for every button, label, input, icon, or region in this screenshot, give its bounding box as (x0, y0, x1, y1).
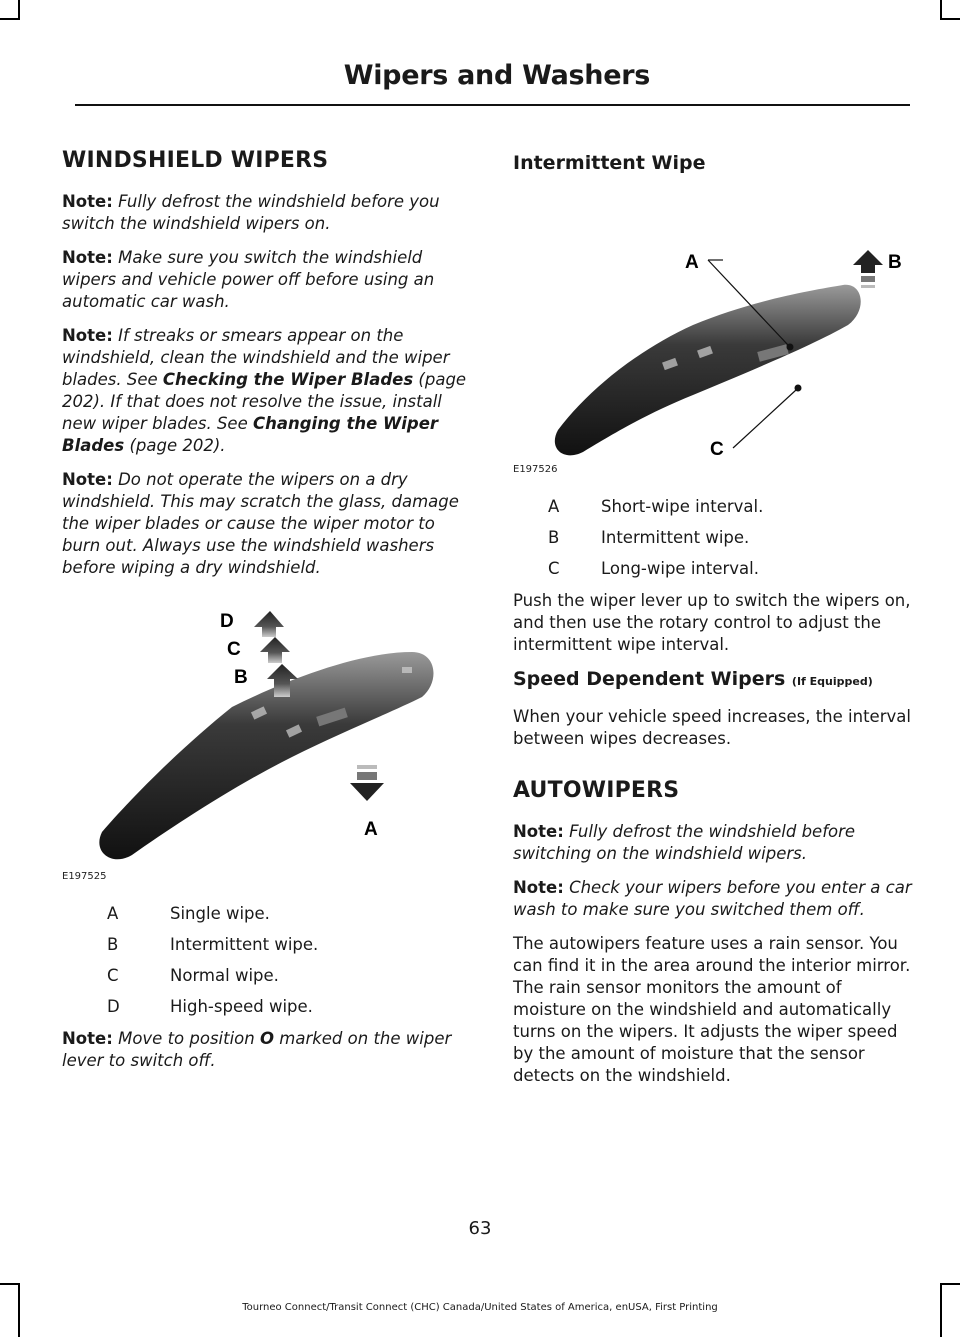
callout-a: A (685, 252, 699, 273)
note-paragraph-off-position (62, 1028, 467, 1072)
callout-b: B (234, 667, 248, 688)
legend-text: Single wipe. (170, 904, 270, 923)
note-label: Note: (513, 878, 564, 897)
legend-text: Intermittent wipe. (170, 935, 319, 954)
section-heading-autowipers: AUTOWIPERS (513, 778, 680, 803)
note-text: Fully defrost the windshield before switching on the windshield wipers. (513, 822, 856, 863)
arrow-a-icon (350, 765, 384, 801)
legend-row (107, 997, 467, 1017)
legend-text: Normal wipe. (170, 966, 279, 985)
note-text: Fully defrost the windshield before you switch the windshield wipers on. (62, 192, 440, 233)
callout-a: A (364, 819, 378, 840)
callout-c: C (710, 439, 724, 460)
legend-key: C (548, 559, 560, 578)
note-paragraph (62, 191, 467, 235)
right-column (513, 140, 913, 1099)
note-paragraph (513, 877, 913, 921)
legend-key: B (548, 528, 560, 547)
note-label: Note: (62, 192, 113, 211)
crop-mark (940, 18, 960, 20)
intermittent-body: Push the wiper lever up to switch the wipers on, and then use the rotary control to adjust the intermittent wipe interval. (513, 591, 911, 654)
legend-text: High-speed wipe. (170, 997, 313, 1016)
subheading-text: Speed Dependent Wipers (513, 668, 786, 690)
note-paragraph (62, 247, 467, 313)
legend-key: C (107, 966, 119, 985)
callout-b: B (888, 252, 902, 273)
wiper-lever-figure-intermittent (513, 190, 913, 475)
arrow-c-icon (260, 637, 290, 663)
legend-row (107, 966, 467, 986)
page-header-title: Wipers and Washers (343, 60, 650, 91)
callout-dot-a (787, 344, 794, 351)
header-divider (75, 104, 910, 106)
section-heading-windshield-wipers: WINDSHIELD WIPERS (62, 148, 329, 173)
legend-row (107, 904, 467, 924)
figure-id: E197525 (62, 871, 107, 882)
crop-mark (0, 18, 18, 20)
leader-line-c (733, 390, 796, 448)
wipe-symbol-icon (402, 667, 412, 673)
legend-row (548, 497, 913, 517)
note-label: Note: (62, 1029, 113, 1048)
legend-row (548, 528, 913, 548)
crop-mark (940, 0, 942, 20)
legend-key: A (107, 904, 119, 923)
callout-d: D (220, 611, 234, 632)
note-text: marked on the wiper lever to switch off. (62, 1029, 452, 1070)
crop-mark (940, 1283, 960, 1285)
equipped-qualifier: (If Equipped) (791, 675, 873, 688)
arrow-b-icon (853, 250, 883, 288)
wiper-lever-illustration (62, 597, 467, 867)
crop-mark (0, 1283, 20, 1285)
legend-text: Short-wipe interval. (601, 497, 764, 516)
subheading-speed-dependent-wipers (513, 668, 913, 690)
off-position-marker: O (259, 1029, 275, 1048)
callout-c: C (227, 639, 241, 660)
lever-body (99, 652, 433, 859)
page-footer: Tourneo Connect/Transit Connect (CHC) Canada/United States of America, enUSA, First Printing (242, 1302, 718, 1313)
note-label: Note: (513, 822, 564, 841)
note-paragraph (62, 469, 467, 579)
subheading-intermittent-wipe: Intermittent Wipe (513, 152, 706, 174)
note-text: Move to position (118, 1029, 260, 1048)
link-changing-wiper-blades[interactable]: Changing the Wiper Blades (62, 414, 439, 455)
page-number: 63 (468, 1218, 492, 1239)
note-text: Make sure you switch the windshield wipers and vehicle power off before using an automatic car wash. (62, 248, 435, 311)
figure-legend (548, 497, 913, 579)
autowipers-body: The autowipers feature uses a rain sensor. You can find it in the area around the interior mirror. The rain sensor monitors the amount of moisture on the windshield and automatically turns on the wipers. It adjusts the wiper speed by the amount of moisture that the sensor detects on the windshield. (513, 934, 911, 1085)
note-label: Note: (62, 248, 113, 267)
note-label: Note: (62, 470, 113, 489)
figure-id: E197526 (513, 464, 558, 475)
note-text: (page 202). (124, 436, 226, 455)
wiper-lever-figure-positions (62, 597, 467, 882)
note-text: If streaks or smears appear on the windshield, clean the windshield and the wiper blades. See (62, 326, 450, 389)
left-column (62, 140, 467, 1084)
callout-dot-c (795, 385, 802, 392)
note-text: Check your wipers before you enter a car wash to make sure you switched them off. (513, 878, 912, 919)
note-paragraph (513, 821, 913, 865)
legend-key: B (107, 935, 119, 954)
arrow-d-icon (254, 611, 284, 637)
crop-mark (18, 0, 20, 20)
legend-row (548, 559, 913, 579)
legend-key: A (548, 497, 560, 516)
legend-text: Intermittent wipe. (601, 528, 750, 547)
legend-key: D (107, 997, 120, 1016)
link-checking-wiper-blades[interactable]: Checking the Wiper Blades (162, 370, 414, 389)
legend-text: Long-wipe interval. (601, 559, 759, 578)
wiper-lever-illustration (513, 190, 913, 460)
note-text: (page 202). If that does not resolve the issue, install new wiper blades. See (62, 370, 467, 433)
note-label: Note: (62, 326, 113, 345)
note-text: Do not operate the wipers on a dry windshield. This may scratch the glass, damage the wiper blades or cause the wiper motor to burn out. Always use the windshield washers before wiping a dry windshield. (62, 470, 459, 577)
speed-body: When your vehicle speed increases, the interval between wipes decreases. (513, 707, 911, 748)
note-paragraph-streaks (62, 325, 467, 457)
lever-body (555, 285, 861, 456)
legend-row (107, 935, 467, 955)
figure-legend (107, 904, 467, 1017)
